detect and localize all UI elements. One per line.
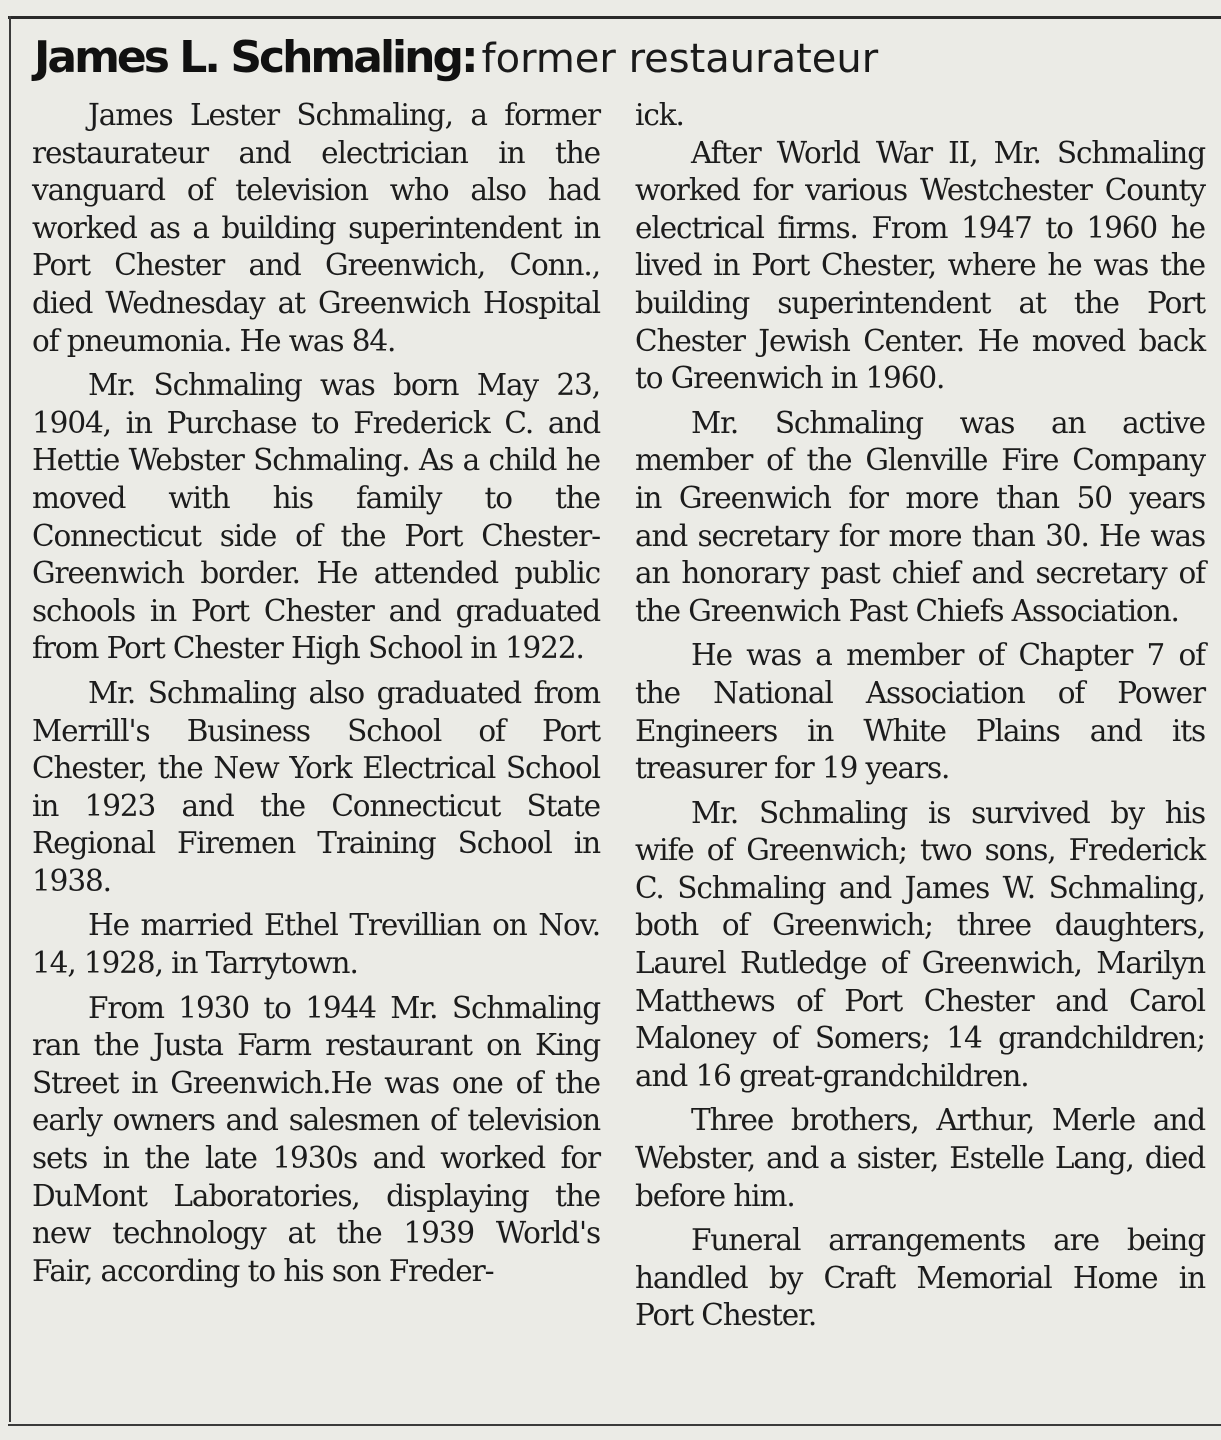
paragraph: He was a member of Chapter 7 of the National Association of Power Engineers in White Plains and its treasurer for 19 years. — [635, 638, 1205, 786]
article-column-right — [635, 97, 1205, 1335]
paragraph: After World War II, Mr. Schmaling worked for various Westchester County electrical firms. From 1947 to 1960 he lived in Port Chester, where he was the building superintendent at the Port Chester Jewish Center. He moved back to Greenwich in 1960. — [635, 135, 1205, 396]
paragraph: Mr. Schmaling is survived by his wife of Greenwich; two sons, Frederick C. Schmaling and James W. Schmaling, both of Greenwich; three daughters, Laurel Rutledge of Greenwich, Marilyn Matthews of Port Chester and Carol Maloney of Somers; 14 grandchildren; and 16 great-grandchildren. — [635, 795, 1205, 1093]
paragraph: James Lester Schmaling, a former restaurateur and electrician in the vanguard of television who also had worked as a building superintendent in Port Chester and Greenwich, Conn., died Wednesday at Greenwich Hospital of pneumonia. He was 84. — [32, 98, 600, 358]
bottom-column-rule — [8, 1424, 1221, 1426]
paragraph: From 1930 to 1944 Mr. Schmaling ran the Justa Farm restaurant on King Street in Greenwich.He was one of the early owners and salesmen of television sets in the late 1930s and worked for DuMont Laboratories, displaying the new technology at the 1939 World's Fair, according to his son Freder- — [32, 990, 600, 1288]
obituary-headline — [34, 32, 1204, 83]
paragraph: He married Ethel Trevillian on Nov. 14, 1928, in Tarrytown. — [32, 908, 600, 981]
paragraph: Funeral arrangements are being handled by Craft Memorial Home in Port Chester. — [635, 1223, 1205, 1333]
top-column-rule — [8, 16, 1221, 19]
paragraph: Mr. Schmaling was born May 23, 1904, in Purchase to Frederick C. and Hettie Webster Schmaling. As a child he moved with his family to the Connecticut side of the Port Chester-Greenwich border. He attended public schools in Port Chester and graduated from Port Chester High School in 1922. — [32, 368, 600, 666]
left-column-rule — [9, 16, 11, 1422]
paragraph: Mr. Schmaling was an active member of the Glenville Fire Company in Greenwich for more than 50 years and secretary for more than 30. He was an honorary past chief and secretary of the Greenwich Past Chiefs Association. — [635, 405, 1205, 628]
paragraph-continuation: ick. — [635, 98, 684, 132]
paragraph: Mr. Schmaling also graduated from Merrill's Business School of Port Chester, the New York Electrical School in 1923 and the Connecticut State Regional Firemen Training School in 1938. — [32, 675, 600, 898]
article-column-left — [32, 97, 600, 1290]
paragraph: Three brothers, Arthur, Merle and Webster, and a sister, Estelle Lang, died before him. — [635, 1103, 1205, 1213]
headline-name: James L. Schmaling: — [34, 32, 476, 83]
headline-subtitle: former restaurateur — [481, 36, 879, 82]
